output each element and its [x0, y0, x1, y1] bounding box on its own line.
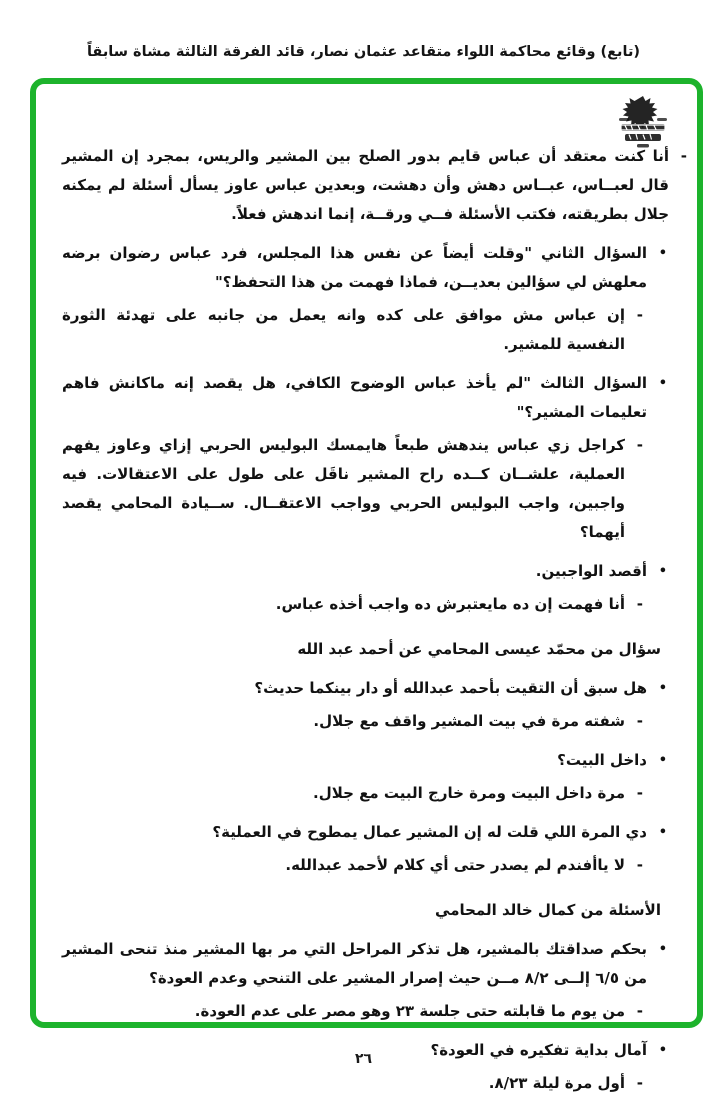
- dash-marker: -: [636, 436, 643, 454]
- question-text: هل سبق أن التقيت بأحمد عبدالله أو دار بينكما حديث؟: [254, 679, 647, 697]
- transcript-question-item: [62, 369, 667, 427]
- transcript-question-item: [62, 557, 667, 586]
- answer-text: أنا كنت معتقد أن عباس قايم بدور الصلح بين المشير والريس، بمجرد إن المشير قال لعبــاس، عبــاس دهش وأن دهشت، وبعدين عباس عاوز يسأل أسئلة لم يمكنه جلال بطريقته، فكتب الأسئلة فــي ورقــة، إنما اندهش فعلاً.: [62, 147, 669, 223]
- question-text: آمال بداية تفكيره في العودة؟: [430, 1041, 647, 1059]
- transcript-answer-item: [62, 997, 643, 1026]
- page-header-title: (تابع) وقائع محاكمة اللواء متقاعد عثمان نصار، قائد الفرقة الثالثة مشاة سابقاً: [86, 44, 641, 60]
- answer-text: أول مرة ليلة ٨/٢٣.: [488, 1074, 625, 1092]
- transcript-question-item: [62, 239, 667, 297]
- bullet-marker: •: [658, 942, 667, 957]
- page-number: ٢٦: [354, 1051, 373, 1067]
- answer-text: شفته مرة في بيت المشير واقف مع جلال.: [313, 712, 625, 730]
- transcript-question-item: [62, 818, 667, 847]
- answer-text: إن عباس مش موافق على كده وانه يعمل من جانبه على تهدئة الثورة النفسية للمشير.: [62, 306, 625, 353]
- question-text: دي المرة اللي قلت له إن المشير عمال يمطوح في العملية؟: [212, 823, 647, 841]
- answer-text: كراجل زي عباس يندهش طبعاً هايمسك البوليس الحربي إزاي وعاوز يفهم العملية، علشــان كــده راح المشير ناقَل على طول على الاعتقالات. فيه واجبين، واجب البوليس الحربي وواجب الاعتقــال. ســيادة المحامي يقصد أيهما؟: [62, 436, 625, 541]
- dash-marker: -: [680, 147, 687, 165]
- section-heading-lawyer-kamal-khaled: الأسئلة من كمال خالد المحامي: [435, 901, 661, 919]
- dash-marker: -: [636, 784, 643, 802]
- answer-text: من يوم ما قابلته حتى جلسة ٢٣ وهو مصر على عدم العودة.: [194, 1002, 625, 1020]
- bullet-marker: •: [658, 564, 667, 579]
- transcript-question-item: [62, 674, 667, 703]
- dash-marker: -: [636, 856, 643, 874]
- transcript-content: [62, 142, 687, 1102]
- transcript-answer-item: [62, 707, 643, 736]
- bullet-marker: •: [658, 753, 667, 768]
- answer-text: مرة داخل البيت ومرة خارج البيت مع جلال.: [313, 784, 625, 802]
- section-heading-lawyer-mohamed-eissa: سؤال من محمّد عيسى المحامي عن أحمد عبد الله: [297, 640, 661, 658]
- bullet-marker: •: [658, 376, 667, 391]
- transcript-answer-item: [62, 779, 643, 808]
- question-text: بحكم صداقتك بالمشير، هل تذكر المراحل التي مر بها المشير منذ تنحى المشير من ٦/٥ إلــى ٨/٢ مــن حيث إصرار المشير على التنحي وعدم العودة؟: [62, 940, 647, 987]
- transcript-answer-item: [62, 142, 687, 229]
- question-text: السؤال الثاني "وقلت أيضاً عن نفس هذا المجلس، فرد عباس رضوان برضه معلهش لي سؤالين بعديــن، فماذا فهمت من هذا التحفظ؟": [62, 244, 647, 291]
- bullet-marker: •: [658, 681, 667, 696]
- transcript-answer-item: [62, 431, 643, 547]
- question-text: السؤال الثالث "لم يأخذ عباس الوضوح الكافي، هل يقصد إنه ماكانش فاهم تعليمات المشير؟": [62, 374, 647, 421]
- transcript-answer-item: [62, 851, 643, 880]
- transcript-answer-item: [62, 301, 643, 359]
- dash-marker: -: [636, 1074, 643, 1092]
- dash-marker: -: [636, 595, 643, 613]
- transcript-answer-item: [62, 1069, 643, 1098]
- dash-marker: -: [636, 1002, 643, 1020]
- question-text: أقصد الواجبين.: [535, 562, 647, 580]
- transcript-question-item: [62, 935, 667, 993]
- bullet-marker: •: [658, 1043, 667, 1058]
- answer-text: لا ياأفندم لم يصدر حتى أي كلام لأحمد عبدالله.: [285, 856, 625, 874]
- dash-marker: -: [636, 306, 643, 324]
- answer-text: أنا فهمت إن ده مايعتبرش ده واجب أخذه عباس.: [275, 595, 625, 613]
- question-text: داخل البيت؟: [557, 751, 647, 769]
- transcript-question-item: [62, 746, 667, 775]
- bullet-marker: •: [658, 246, 667, 261]
- bullet-marker: •: [658, 825, 667, 840]
- dash-marker: -: [636, 712, 643, 730]
- transcript-answer-item: [62, 590, 643, 619]
